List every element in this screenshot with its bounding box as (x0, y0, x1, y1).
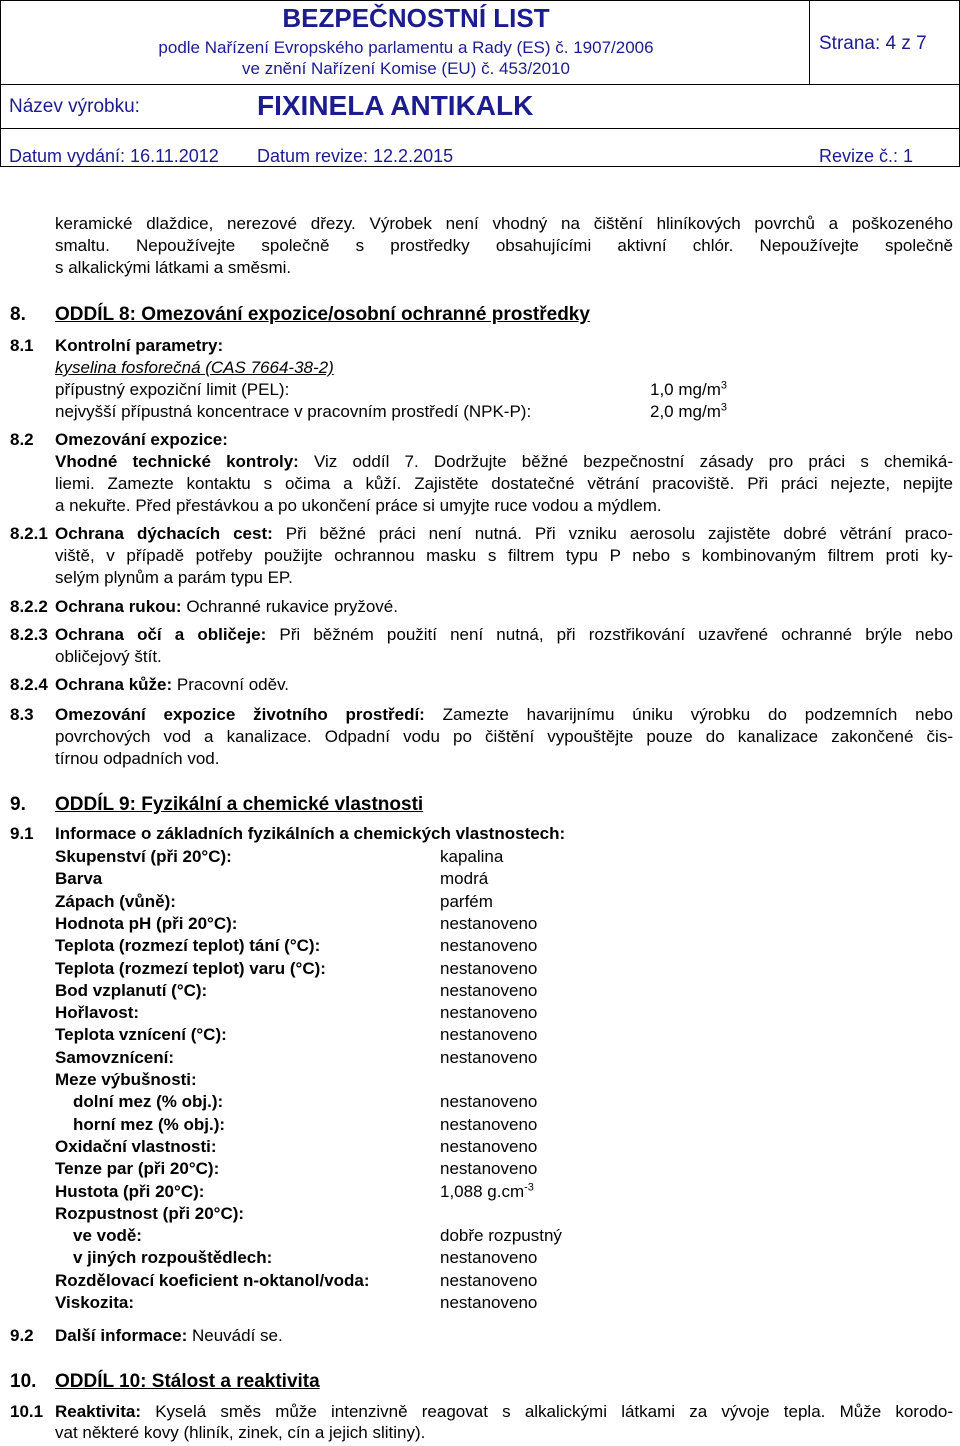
product-name: FIXINELA ANTIKALK (257, 90, 534, 121)
paragraph-line: Ochrana rukou: Ochranné rukavice pryžové. (55, 597, 398, 616)
subsection-number: 8.1 (10, 336, 34, 355)
property-value: kapalina (440, 847, 504, 866)
property-label: Teplota (rozmezí teplot) tání (°C): (55, 936, 321, 955)
property-label: Viskozita: (55, 1293, 135, 1312)
section-number: 10. (10, 1371, 37, 1392)
section-title: ODDÍL 10: Stálost a reaktivita (55, 1371, 320, 1392)
subsection-title: Omezování expozice: (55, 430, 228, 449)
document-header (0, 0, 960, 167)
property-label: Skupenství (při 20°C): (55, 847, 232, 866)
subsection-number: 8.2.2 (10, 597, 48, 616)
subsection-number: 8.2 (10, 430, 34, 449)
property-value: nestanoveno (440, 1115, 538, 1134)
subsection-number: 8.2.4 (10, 675, 48, 694)
property-label: Rozdělovací koeficient n-oktanol/voda: (55, 1271, 370, 1290)
property-value: nestanoveno (440, 1248, 538, 1267)
paragraph-line: vat některé kovy (hliník, zinek, cín a jejich slitiny). (55, 1423, 426, 1442)
property-value: dobře rozpustný (440, 1226, 562, 1245)
property-label: Rozpustnost (při 20°C): (55, 1204, 245, 1223)
paragraph-line: a nekuřte. Před přestávkou a po ukončení práce si umyjte ruce vodou a mýdlem. (55, 496, 662, 515)
paragraph-line: Další informace: Neuvádí se. (55, 1326, 283, 1345)
revision-number: Revize č.: 1 (819, 146, 914, 166)
substance-name: kyselina fosforečná (CAS 7664-38-2) (55, 358, 334, 377)
regulation-amendment-line: ve znění Nařízení Komise (EU) č. 453/2010 (242, 59, 570, 78)
property-value: parfém (440, 892, 493, 911)
paragraph-line: Omezování expozice životního prostředí: Zamezte havarijnímu úniku výrobku do podzemních nebo (55, 705, 953, 724)
property-label: Hořlavost: (55, 1003, 140, 1022)
header-divider (809, 1, 810, 84)
property-value: nestanoveno (440, 1293, 538, 1312)
property-value: nestanoveno (440, 1159, 538, 1178)
property-label: dolní mez (% obj.): (73, 1092, 224, 1111)
header-divider (1, 84, 959, 85)
property-label: horní mez (% obj.): (73, 1115, 226, 1134)
section-number: 9. (10, 794, 26, 815)
property-label: Meze výbušnosti: (55, 1070, 197, 1089)
paragraph-line: smaltu. Nepoužívejte společně s prostředky obsahujícími aktivní chlór. Nepoužívejte společně (55, 236, 953, 255)
subsection-number: 8.2.3 (10, 625, 48, 644)
property-value: nestanoveno (440, 1003, 538, 1022)
paragraph-line: keramické dlaždice, nerezové dřezy. Výrobek není vhodný na čištění hliníkových povrchů a poškozeného (55, 214, 953, 233)
pel-label: přípustný expoziční limit (PEL): (55, 380, 290, 399)
property-value: modrá (440, 869, 489, 888)
property-value: nestanoveno (440, 1025, 538, 1044)
subsection-title: Kontrolní parametry: (55, 336, 224, 355)
property-label: Hodnota pH (při 20°C): (55, 914, 238, 933)
property-label: Zápach (vůně): (55, 892, 176, 911)
pel-value: 1,0 $mg/m^3$ (650, 379, 727, 399)
subsection-title: Informace o základních fyzikálních a chemických vlastnostech: (55, 824, 566, 843)
paragraph-line: selým plynům a parám typu EP. (55, 568, 293, 587)
property-value: nestanoveno (440, 1137, 538, 1156)
npk-label: nejvyšší přípustná koncentrace v pracovním prostředí (NPK-P): (55, 402, 532, 421)
section-number: 8. (10, 304, 26, 325)
paragraph-line: Vhodné technické kontroly: Viz oddíl 7. Dodržujte běžné bezpečnostní zásady pro práci s chemiká- (55, 452, 953, 471)
paragraph-line: povrchových vod a kanalizace. Odpadní vodu po čištění vypouštějte pouze do kanalizace zakončené čis- (55, 727, 953, 746)
property-label: Samovznícení: (55, 1048, 175, 1067)
property-value: nestanoveno (440, 1048, 538, 1067)
property-label: Tenze par (při 20°C): (55, 1159, 220, 1178)
subsection-number: 9.1 (10, 824, 34, 843)
property-label: Teplota vznícení (°C): (55, 1025, 227, 1044)
npk-value: 2,0 $mg/m^3$ (650, 401, 727, 421)
property-value: nestanoveno (440, 936, 538, 955)
property-label: Teplota (rozmezí teplot) varu (°C): (55, 959, 326, 978)
paragraph-line: Ochrana dýchacích cest: Při běžné práci není nutná. Při vzniku aerosolu zajistěte dobré větrání praco- (55, 524, 953, 543)
paragraph-line: s alkalickými látkami a směsmi. (55, 258, 292, 277)
issue-date: Datum vydání: 16.11.2012 (9, 146, 219, 166)
section-title: ODDÍL 9: Fyzikální a chemické vlastnosti (55, 794, 424, 815)
subsection-number: 10.1 (10, 1402, 44, 1421)
section-title: ODDÍL 8: Omezování expozice/osobní ochranné prostředky (55, 304, 590, 325)
subsection-number: 8.2.1 (10, 524, 48, 543)
property-value: nestanoveno (440, 1092, 538, 1111)
property-label: ve vodě: (73, 1226, 142, 1245)
header-divider (1, 128, 959, 129)
paragraph-line: Ochrana kůže: Pracovní oděv. (55, 675, 290, 694)
revision-date: Datum revize: 12.2.2015 (257, 146, 454, 166)
property-label: Barva (55, 869, 103, 888)
paragraph-line: Reaktivita: Kyselá směs může intenzivně reagovat s alkalickými látkami za vývoje tepla. Může korodo- (55, 1402, 953, 1421)
page-number: Strana: 4 z 7 (819, 33, 927, 54)
property-value: nestanoveno (440, 914, 538, 933)
property-value: nestanoveno (440, 1271, 538, 1290)
property-label: Oxidační vlastnosti: (55, 1137, 217, 1156)
paragraph-line: tírnou odpadních vod. (55, 749, 220, 768)
paragraph-line: viště, v případě potřeby použijte ochrannou masku s filtrem typu P nebo s kombinovaným filtrem proti ky- (55, 546, 953, 565)
paragraph-line: obličejový štít. (55, 647, 162, 666)
subsection-number: 9.2 (10, 1326, 34, 1345)
property-value: nestanoveno (440, 981, 538, 1000)
product-label: Název výrobku: (9, 96, 140, 117)
paragraph-line: liemi. Zamezte kontaktu s očima a kůží. Zajistěte dostatečné větrání pracoviště. Při práci nejezte, nepijte (55, 474, 953, 493)
paragraph-line: Ochrana očí a obličeje: Při běžném použití není nutná, při rozstřikování uzavřené ochranné brýle nebo (55, 625, 953, 644)
property-label: v jiných rozpouštědlech: (73, 1248, 273, 1267)
subsection-number: 8.3 (10, 705, 34, 724)
property-value: nestanoveno (440, 959, 538, 978)
document-title: BEZPEČNOSTNÍ LIST (282, 3, 550, 33)
property-label: Hustota (při 20°C): (55, 1182, 205, 1201)
property-label: Bod vzplanutí (°C): (55, 981, 208, 1000)
regulation-line: podle Nařízení Evropského parlamentu a Rady (ES) č. 1907/2006 (158, 38, 654, 57)
property-value: 1,088 $g.cm^{-3}$ (440, 1181, 534, 1201)
